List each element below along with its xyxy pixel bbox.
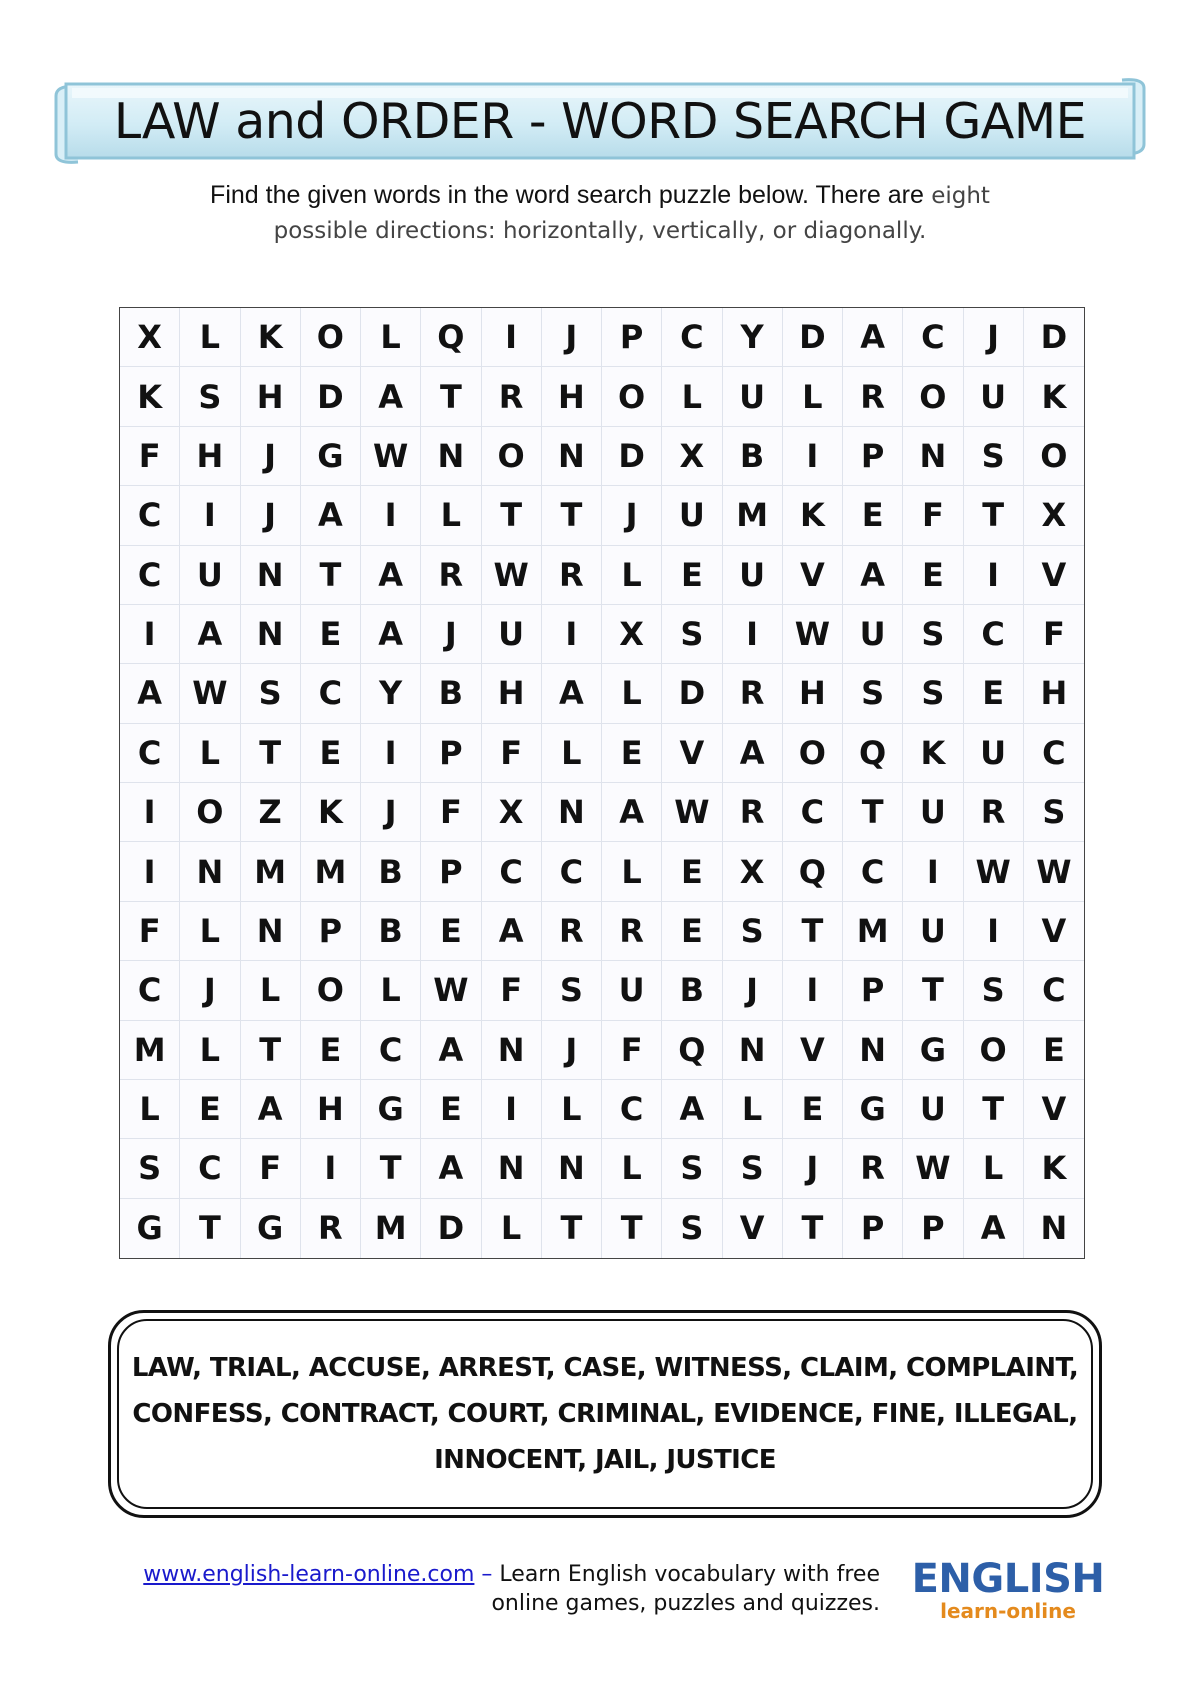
- grid-cell[interactable]: D: [602, 427, 662, 486]
- word-list-line: LAW, TRIAL, ACCUSE, ARREST, CASE, WITNESS, CLAIM, COMPLAINT,: [131, 1353, 1079, 1383]
- grid-cell[interactable]: C: [120, 486, 180, 545]
- grid-cell[interactable]: J: [542, 308, 602, 367]
- grid-cell[interactable]: E: [421, 902, 481, 961]
- grid-cell[interactable]: H: [180, 427, 240, 486]
- grid-cell[interactable]: J: [180, 961, 240, 1020]
- grid-cell[interactable]: K: [1024, 367, 1084, 426]
- grid-cell[interactable]: P: [843, 1199, 903, 1258]
- grid-cell[interactable]: S: [964, 961, 1024, 1020]
- grid-cell[interactable]: E: [843, 486, 903, 545]
- grid-cell[interactable]: T: [542, 486, 602, 545]
- grid-cell[interactable]: F: [482, 961, 542, 1020]
- grid-cell[interactable]: C: [120, 546, 180, 605]
- grid-cell[interactable]: X: [1024, 486, 1084, 545]
- word-list-line: CONFESS, CONTRACT, COURT, CRIMINAL, EVIDENCE, FINE, ILLEGAL,: [132, 1399, 1078, 1429]
- grid-cell[interactable]: T: [964, 1080, 1024, 1139]
- grid-cell[interactable]: Z: [241, 783, 301, 842]
- word-search-grid: [119, 307, 1085, 1259]
- grid-cell[interactable]: V: [1024, 902, 1084, 961]
- grid-cell[interactable]: G: [843, 1080, 903, 1139]
- grid-cell[interactable]: A: [361, 546, 421, 605]
- grid-cell[interactable]: N: [241, 546, 301, 605]
- grid-cell[interactable]: I: [301, 1139, 361, 1198]
- logo-text-english: ENGLISH: [911, 1556, 1105, 1602]
- grid-cell[interactable]: J: [783, 1139, 843, 1198]
- grid-cell[interactable]: U: [180, 546, 240, 605]
- grid-cell[interactable]: V: [1024, 546, 1084, 605]
- grid-cell[interactable]: Y: [723, 308, 783, 367]
- grid-cell[interactable]: T: [783, 1199, 843, 1258]
- grid-cell[interactable]: S: [903, 605, 963, 664]
- grid-cell[interactable]: B: [421, 664, 481, 723]
- grid-cell[interactable]: T: [964, 486, 1024, 545]
- grid-cell[interactable]: S: [180, 367, 240, 426]
- grid-cell[interactable]: L: [783, 367, 843, 426]
- grid-cell[interactable]: C: [542, 842, 602, 901]
- grid-cell[interactable]: I: [783, 961, 843, 1020]
- grid-cell[interactable]: I: [542, 605, 602, 664]
- grid-cell[interactable]: L: [602, 664, 662, 723]
- grid-cell[interactable]: U: [482, 605, 542, 664]
- grid-cell[interactable]: L: [482, 1199, 542, 1258]
- grid-cell[interactable]: U: [602, 961, 662, 1020]
- grid-cell[interactable]: M: [361, 1199, 421, 1258]
- grid-cell[interactable]: L: [602, 546, 662, 605]
- grid-cell[interactable]: R: [482, 367, 542, 426]
- grid-cell[interactable]: J: [602, 486, 662, 545]
- grid-cell[interactable]: K: [120, 367, 180, 426]
- grid-cell[interactable]: P: [301, 902, 361, 961]
- grid-cell[interactable]: W: [180, 664, 240, 723]
- grid-cell[interactable]: V: [783, 1021, 843, 1080]
- grid-cell[interactable]: S: [903, 664, 963, 723]
- grid-cell[interactable]: L: [602, 1139, 662, 1198]
- grid-cell[interactable]: M: [301, 842, 361, 901]
- grid-cell[interactable]: F: [421, 783, 481, 842]
- grid-cell[interactable]: C: [120, 961, 180, 1020]
- grid-cell[interactable]: E: [180, 1080, 240, 1139]
- grid-cell[interactable]: N: [903, 427, 963, 486]
- grid-cell[interactable]: P: [843, 427, 903, 486]
- grid-cell[interactable]: U: [662, 486, 722, 545]
- grid-cell[interactable]: L: [120, 1080, 180, 1139]
- grid-cell[interactable]: Q: [843, 724, 903, 783]
- grid-cell[interactable]: X: [482, 783, 542, 842]
- grid-cell[interactable]: U: [903, 902, 963, 961]
- grid-cell[interactable]: J: [241, 486, 301, 545]
- grid-cell[interactable]: J: [964, 308, 1024, 367]
- grid-cell[interactable]: G: [241, 1199, 301, 1258]
- word-list-inner: [117, 1319, 1093, 1509]
- grid-cell[interactable]: X: [662, 427, 722, 486]
- grid-cell[interactable]: F: [903, 486, 963, 545]
- grid-cell[interactable]: N: [542, 783, 602, 842]
- grid-cell[interactable]: A: [723, 724, 783, 783]
- grid-cell[interactable]: I: [361, 486, 421, 545]
- grid-cell[interactable]: C: [843, 842, 903, 901]
- grid-cell[interactable]: E: [602, 724, 662, 783]
- grid-cell[interactable]: C: [482, 842, 542, 901]
- title-banner: [52, 74, 1148, 168]
- grid-cell[interactable]: A: [421, 1021, 481, 1080]
- grid-cell[interactable]: A: [180, 605, 240, 664]
- grid-cell[interactable]: K: [903, 724, 963, 783]
- grid-cell[interactable]: Q: [662, 1021, 722, 1080]
- grid-cell[interactable]: O: [783, 724, 843, 783]
- footer-tagline-1: Learn English vocabulary with free: [499, 1562, 880, 1587]
- instructions-lead: Find the given words in the word search puzzle below. There are: [210, 181, 924, 209]
- grid-cell[interactable]: S: [662, 605, 722, 664]
- grid-cell[interactable]: T: [241, 724, 301, 783]
- instructions: [100, 178, 1100, 249]
- grid-cell[interactable]: A: [120, 664, 180, 723]
- grid-cell[interactable]: N: [542, 427, 602, 486]
- grid-cell[interactable]: K: [1024, 1139, 1084, 1198]
- grid-cell[interactable]: L: [723, 1080, 783, 1139]
- grid-cell[interactable]: R: [723, 783, 783, 842]
- grid-cell[interactable]: L: [542, 1080, 602, 1139]
- grid-cell[interactable]: D: [421, 1199, 481, 1258]
- grid-cell[interactable]: L: [180, 308, 240, 367]
- grid-cell[interactable]: S: [662, 1199, 722, 1258]
- grid-cell[interactable]: W: [662, 783, 722, 842]
- grid-cell[interactable]: K: [241, 308, 301, 367]
- grid-cell[interactable]: F: [120, 902, 180, 961]
- grid-cell[interactable]: L: [662, 367, 722, 426]
- grid-cell[interactable]: E: [1024, 1021, 1084, 1080]
- grid-cell[interactable]: P: [602, 308, 662, 367]
- grid-cell[interactable]: V: [723, 1199, 783, 1258]
- grid-cell[interactable]: B: [361, 842, 421, 901]
- grid-cell[interactable]: A: [542, 664, 602, 723]
- grid-cell[interactable]: R: [542, 902, 602, 961]
- grid-cell[interactable]: R: [421, 546, 481, 605]
- grid-cell[interactable]: L: [421, 486, 481, 545]
- grid-cell[interactable]: N: [542, 1139, 602, 1198]
- grid-cell[interactable]: I: [482, 1080, 542, 1139]
- instructions-rest-2: possible directions: horizontally, vertically, or diagonally.: [273, 218, 927, 244]
- grid-cell[interactable]: E: [662, 842, 722, 901]
- grid-cell[interactable]: S: [723, 902, 783, 961]
- grid-cell[interactable]: B: [361, 902, 421, 961]
- grid-cell[interactable]: A: [964, 1199, 1024, 1258]
- grid-cell[interactable]: L: [602, 842, 662, 901]
- grid-cell[interactable]: T: [783, 902, 843, 961]
- grid-cell[interactable]: U: [964, 724, 1024, 783]
- grid-cell[interactable]: T: [843, 783, 903, 842]
- grid-cell[interactable]: H: [301, 1080, 361, 1139]
- footer-tagline-2: online games, puzzles and quizzes.: [491, 1591, 880, 1616]
- grid-cell[interactable]: M: [120, 1021, 180, 1080]
- grid-cell[interactable]: T: [482, 486, 542, 545]
- grid-cell[interactable]: L: [180, 1021, 240, 1080]
- grid-cell[interactable]: L: [361, 308, 421, 367]
- grid-cell[interactable]: W: [1024, 842, 1084, 901]
- grid-cell[interactable]: H: [241, 367, 301, 426]
- grid-cell[interactable]: U: [723, 367, 783, 426]
- grid-cell[interactable]: Q: [783, 842, 843, 901]
- grid-cell[interactable]: C: [662, 308, 722, 367]
- grid-cell[interactable]: A: [361, 605, 421, 664]
- grid-cell[interactable]: E: [783, 1080, 843, 1139]
- grid-cell[interactable]: N: [241, 605, 301, 664]
- grid-cell[interactable]: N: [180, 842, 240, 901]
- grid-cell[interactable]: T: [301, 546, 361, 605]
- grid-cell[interactable]: H: [783, 664, 843, 723]
- grid-cell[interactable]: D: [1024, 308, 1084, 367]
- grid-cell[interactable]: T: [542, 1199, 602, 1258]
- word-list-line: INNOCENT, JAIL, JUSTICE: [434, 1445, 776, 1475]
- grid-cell[interactable]: U: [903, 783, 963, 842]
- grid-cell[interactable]: O: [602, 367, 662, 426]
- site-link[interactable]: www.english-learn-online.com: [143, 1562, 475, 1587]
- footer: [100, 1560, 880, 1618]
- grid-cell[interactable]: A: [241, 1080, 301, 1139]
- grid-cell[interactable]: R: [602, 902, 662, 961]
- grid-cell[interactable]: K: [301, 783, 361, 842]
- grid-cell[interactable]: T: [180, 1199, 240, 1258]
- grid-cell[interactable]: C: [361, 1021, 421, 1080]
- grid-cell[interactable]: V: [783, 546, 843, 605]
- grid-cell[interactable]: S: [843, 664, 903, 723]
- grid-cell[interactable]: E: [662, 902, 722, 961]
- grid-cell[interactable]: O: [180, 783, 240, 842]
- grid-cell[interactable]: Y: [361, 664, 421, 723]
- grid-cell[interactable]: U: [903, 1080, 963, 1139]
- grid-cell[interactable]: W: [421, 961, 481, 1020]
- grid-cell[interactable]: T: [602, 1199, 662, 1258]
- grid-cell[interactable]: S: [662, 1139, 722, 1198]
- grid-cell[interactable]: V: [1024, 1080, 1084, 1139]
- grid-cell[interactable]: X: [602, 605, 662, 664]
- grid-cell[interactable]: T: [241, 1021, 301, 1080]
- grid-cell[interactable]: B: [723, 427, 783, 486]
- grid-cell[interactable]: O: [1024, 427, 1084, 486]
- grid-cell[interactable]: M: [843, 902, 903, 961]
- grid-cell[interactable]: J: [542, 1021, 602, 1080]
- instructions-rest-1: eight: [931, 183, 990, 209]
- logo-text-learn-online: learn-online: [940, 1599, 1076, 1623]
- grid-cell[interactable]: C: [1024, 724, 1084, 783]
- grid-cell[interactable]: A: [301, 486, 361, 545]
- grid-cell[interactable]: O: [482, 427, 542, 486]
- grid-cell[interactable]: E: [662, 546, 722, 605]
- grid-cell[interactable]: R: [964, 783, 1024, 842]
- grid-cell[interactable]: S: [1024, 783, 1084, 842]
- grid-cell[interactable]: H: [482, 664, 542, 723]
- grid-cell[interactable]: U: [964, 367, 1024, 426]
- grid-cell[interactable]: E: [301, 605, 361, 664]
- grid-cell[interactable]: I: [964, 546, 1024, 605]
- grid-cell[interactable]: J: [241, 427, 301, 486]
- grid-cell[interactable]: K: [783, 486, 843, 545]
- grid-cell[interactable]: W: [783, 605, 843, 664]
- grid-cell[interactable]: I: [120, 783, 180, 842]
- grid-cell[interactable]: I: [361, 724, 421, 783]
- grid-cell[interactable]: V: [662, 724, 722, 783]
- grid-cell[interactable]: N: [482, 1021, 542, 1080]
- grid-cell[interactable]: C: [783, 783, 843, 842]
- grid-cell[interactable]: I: [482, 308, 542, 367]
- grid-cell[interactable]: M: [241, 842, 301, 901]
- grid-cell[interactable]: J: [723, 961, 783, 1020]
- grid-cell[interactable]: W: [482, 546, 542, 605]
- footer-dash: –: [481, 1562, 493, 1587]
- grid-cell[interactable]: A: [361, 367, 421, 426]
- grid-cell[interactable]: O: [903, 367, 963, 426]
- grid-cell[interactable]: G: [301, 427, 361, 486]
- grid-cell[interactable]: G: [120, 1199, 180, 1258]
- grid-cell[interactable]: I: [964, 902, 1024, 961]
- grid-cell[interactable]: P: [843, 961, 903, 1020]
- grid-cell[interactable]: C: [1024, 961, 1084, 1020]
- grid-cell[interactable]: E: [964, 664, 1024, 723]
- grid-cell[interactable]: U: [723, 546, 783, 605]
- grid-cell[interactable]: I: [180, 486, 240, 545]
- grid-cell[interactable]: Q: [421, 308, 481, 367]
- grid-cell[interactable]: P: [421, 842, 481, 901]
- grid-cell[interactable]: E: [301, 1021, 361, 1080]
- grid-cell[interactable]: R: [843, 1139, 903, 1198]
- grid-cell[interactable]: S: [241, 664, 301, 723]
- grid-cell[interactable]: I: [120, 605, 180, 664]
- grid-cell[interactable]: O: [301, 308, 361, 367]
- grid-cell[interactable]: B: [662, 961, 722, 1020]
- grid-cell[interactable]: C: [964, 605, 1024, 664]
- grid-cell[interactable]: G: [903, 1021, 963, 1080]
- grid-cell[interactable]: C: [602, 1080, 662, 1139]
- grid-cell[interactable]: E: [301, 724, 361, 783]
- grid-cell[interactable]: C: [903, 308, 963, 367]
- grid-cell[interactable]: A: [602, 783, 662, 842]
- grid-cell[interactable]: N: [482, 1139, 542, 1198]
- grid-cell[interactable]: F: [1024, 605, 1084, 664]
- grid-cell[interactable]: X: [120, 308, 180, 367]
- grid-cell[interactable]: L: [241, 961, 301, 1020]
- grid-cell[interactable]: S: [120, 1139, 180, 1198]
- grid-cell[interactable]: R: [301, 1199, 361, 1258]
- grid-cell[interactable]: N: [1024, 1199, 1084, 1258]
- grid-cell[interactable]: D: [301, 367, 361, 426]
- grid-cell[interactable]: O: [964, 1021, 1024, 1080]
- grid-cell[interactable]: M: [723, 486, 783, 545]
- grid-cell[interactable]: N: [421, 427, 481, 486]
- grid-cell[interactable]: S: [542, 961, 602, 1020]
- grid-cell[interactable]: T: [903, 961, 963, 1020]
- grid-cell[interactable]: N: [723, 1021, 783, 1080]
- grid-cell[interactable]: I: [723, 605, 783, 664]
- grid-cell[interactable]: J: [421, 605, 481, 664]
- grid-cell[interactable]: S: [723, 1139, 783, 1198]
- grid-cell[interactable]: W: [361, 427, 421, 486]
- grid-cell[interactable]: F: [602, 1021, 662, 1080]
- brand-logo: [908, 1558, 1108, 1628]
- grid-cell[interactable]: U: [843, 605, 903, 664]
- grid-cell[interactable]: O: [301, 961, 361, 1020]
- grid-cell[interactable]: A: [843, 308, 903, 367]
- grid-cell[interactable]: P: [421, 724, 481, 783]
- grid-cell[interactable]: D: [662, 664, 722, 723]
- grid-cell[interactable]: F: [120, 427, 180, 486]
- grid-cell[interactable]: G: [361, 1080, 421, 1139]
- grid-cell[interactable]: H: [1024, 664, 1084, 723]
- grid-cell[interactable]: I: [903, 842, 963, 901]
- grid-cell[interactable]: J: [361, 783, 421, 842]
- grid-cell[interactable]: L: [964, 1139, 1024, 1198]
- grid-cell[interactable]: N: [843, 1021, 903, 1080]
- grid-cell[interactable]: E: [903, 546, 963, 605]
- grid-cell[interactable]: P: [903, 1199, 963, 1258]
- grid-cell[interactable]: A: [482, 902, 542, 961]
- grid-cell[interactable]: L: [180, 724, 240, 783]
- grid-cell[interactable]: C: [180, 1139, 240, 1198]
- grid-cell[interactable]: W: [964, 842, 1024, 901]
- word-list-box: [108, 1310, 1102, 1518]
- grid-cell[interactable]: W: [903, 1139, 963, 1198]
- grid-cell[interactable]: L: [180, 902, 240, 961]
- grid-cell[interactable]: F: [241, 1139, 301, 1198]
- grid-cell[interactable]: A: [662, 1080, 722, 1139]
- grid-cell[interactable]: R: [723, 664, 783, 723]
- grid-cell[interactable]: X: [723, 842, 783, 901]
- grid-cell[interactable]: N: [241, 902, 301, 961]
- grid-cell[interactable]: S: [964, 427, 1024, 486]
- grid-cell[interactable]: C: [120, 724, 180, 783]
- grid-cell[interactable]: A: [843, 546, 903, 605]
- grid-cell[interactable]: R: [843, 367, 903, 426]
- grid-cell[interactable]: A: [421, 1139, 481, 1198]
- grid-cell[interactable]: I: [120, 842, 180, 901]
- grid-cell[interactable]: I: [783, 427, 843, 486]
- grid-cell[interactable]: F: [482, 724, 542, 783]
- grid-cell[interactable]: D: [783, 308, 843, 367]
- grid-cell[interactable]: T: [361, 1139, 421, 1198]
- grid-cell[interactable]: E: [421, 1080, 481, 1139]
- page-title: LAW and ORDER - WORD SEARCH GAME: [113, 92, 1087, 150]
- grid-cell[interactable]: T: [421, 367, 481, 426]
- grid-cell[interactable]: C: [301, 664, 361, 723]
- grid-cell[interactable]: R: [542, 546, 602, 605]
- grid-cell[interactable]: L: [542, 724, 602, 783]
- grid-cell[interactable]: L: [361, 961, 421, 1020]
- grid-cell[interactable]: H: [542, 367, 602, 426]
